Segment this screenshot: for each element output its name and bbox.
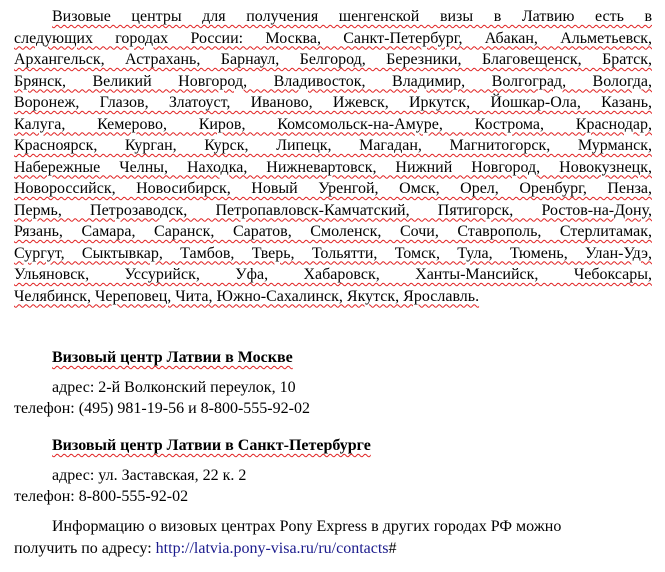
info-line-1: Информацию о визовых центрах Pony Express в других городах РФ можно <box>52 518 562 535</box>
moscow-address: адрес: 2-й Волконский переулок, 10 <box>52 379 296 396</box>
intro-line: Воронеж, Глазов, Златоуст, Иваново, Ижевск, Иркутск, Йошкар-Ола, Казань, <box>14 94 652 111</box>
intro-line: Рязань, Самара, Саранск, Саратов, Смоленск, Сочи, Ставрополь, Стерлитамак, <box>14 223 652 240</box>
intro-line: Визовые центры для получения шенгенской визы в Латвию есть в <box>52 8 652 25</box>
intro-line: Челябинск, Череповец, Чита, Южно-Сахалинск, Якутск, Ярославль. <box>14 287 480 305</box>
intro-paragraph <box>14 6 652 307</box>
intro-line: Калуга, Кемерово, Киров, Комсомольск-на-Амуре, Кострома, Краснодар, <box>14 115 652 133</box>
moscow-heading-text: Визовый центр Латвии в Москве <box>52 349 293 366</box>
spb-phone: телефон: 8-800-555-92-02 <box>14 488 189 505</box>
intro-line: Архангельск, Астрахань, Барнаул, Белгород, Березники, Благовещенск, Братск, <box>14 51 652 68</box>
moscow-phone: телефон: (495) 981-19-56 и 8-800-555-92-02 <box>14 400 310 417</box>
contacts-link[interactable]: http://latvia.pony-visa.ru/ru/contacts <box>155 540 389 557</box>
spb-address: адрес: ул. Заставская, 22 к. 2 <box>52 467 247 484</box>
spb-heading <box>14 435 371 456</box>
intro-line: Сургут, Сыктывкар, Тамбов, Тверь, Тольятти, Томск, Тула, Тюмень, Улан-Удэ, <box>14 244 652 262</box>
intro-line: Набережные Челны, Находка, Нижневартовск, Нижний Новгород, Новокузнецк, <box>14 158 652 176</box>
moscow-heading <box>14 347 293 368</box>
intro-line: Красноярск, Курган, Курск, Липецк, Магадан, Магнитогорск, Мурманск, <box>14 137 652 154</box>
spb-heading-text: Визовый центр Латвии в Санкт-Петербурге <box>52 437 371 454</box>
intro-line: Брянск, Великий Новгород, Владивосток, Владимир, Волгоград, Вологда, <box>14 72 652 90</box>
intro-line: Пермь, Петрозаводск, Петропавловск-Камчатский, Пятигорск, Ростов-на-Дону, <box>14 201 652 219</box>
intro-line: Новороссийск, Новосибирск, Новый Уренгой, Омск, Орел, Оренбург, Пенза, <box>14 180 652 197</box>
link-suffix: # <box>388 540 397 557</box>
intro-line: следующих городах России: Москва, Санкт-Петербург, Абакан, Альметьевск, <box>14 29 652 47</box>
intro-line: Ульяновск, Уссурийск, Уфа, Хабаровск, Ханты-Мансийск, Чебоксары, <box>14 266 652 283</box>
info-line-2 <box>14 538 397 559</box>
info-prefix: получить по адресу: <box>14 540 156 557</box>
